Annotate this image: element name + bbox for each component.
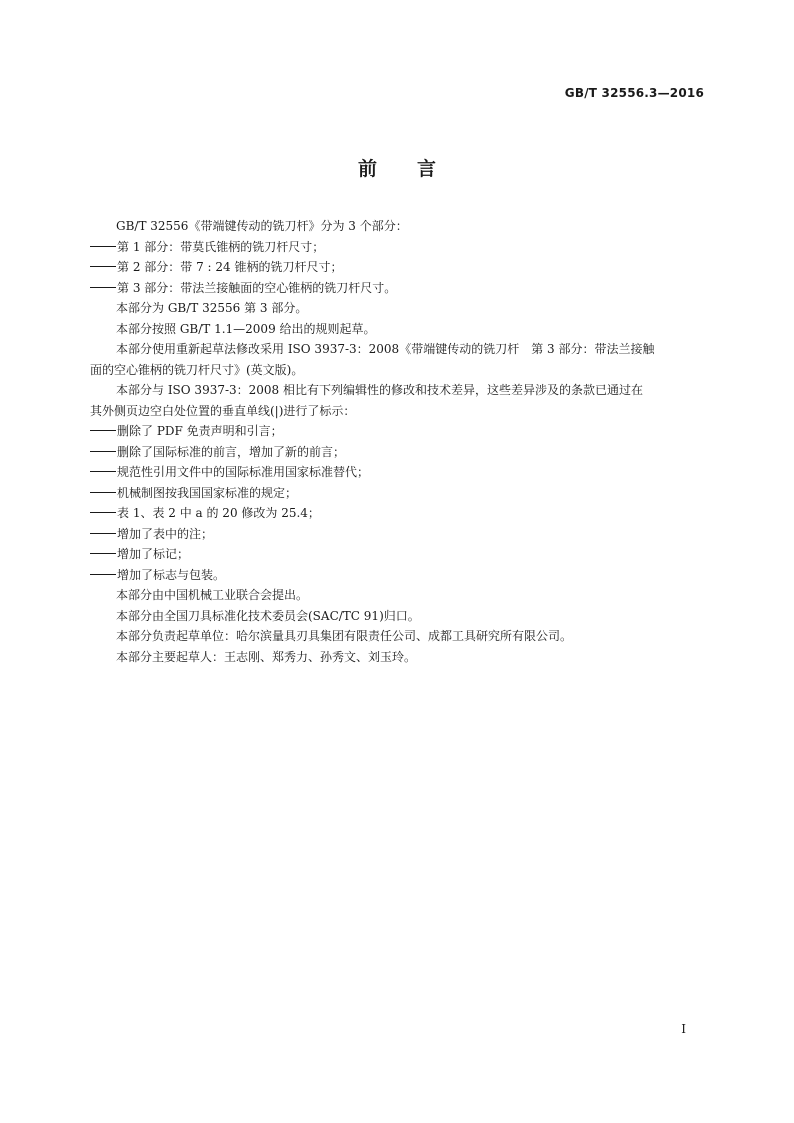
dash-mark [90, 451, 116, 452]
list-item-text: 表 1、表 2 中 a 的 20 修改为 25.4； [117, 506, 320, 520]
list-item-change-6 [90, 524, 706, 545]
list-item-text: 第 2 部分：带 7 : 24 锥柄的铣刀杆尺寸； [117, 260, 343, 274]
list-item-change-2 [90, 442, 706, 463]
dash-mark [90, 492, 116, 493]
list-item-text: 删除了国际标准的前言，增加了新的前言； [117, 444, 346, 459]
dash-mark [90, 246, 116, 247]
dash-mark [90, 287, 116, 288]
page-title [0, 154, 794, 181]
list-item-text: 增加了标记； [117, 547, 190, 561]
differences-paragraph-line-2: 其外侧页边空白处位置的垂直单线(|)进行了标示： [90, 403, 356, 418]
list-item-text: 规范性引用文件中的国际标准用国家标准替代； [117, 465, 370, 479]
list-item-text: 删除了 PDF 免责声明和引言； [117, 424, 283, 438]
list-item-text: 增加了表中的注； [117, 526, 214, 541]
adoption-paragraph-line-2: 面的空心锥柄的铣刀杆尺寸》(英文版)。 [90, 362, 304, 377]
this-part-paragraph: 本部分为 GB/T 32556 第 3 部分。 [116, 301, 308, 315]
centralized-by-paragraph: 本部分由全国刀具标准化技术委员会(SAC/TC 91)归口。 [116, 608, 420, 623]
list-item-text: 第 3 部分：带法兰接触面的空心锥柄的铣刀杆尺寸。 [117, 280, 397, 295]
dash-mark [90, 512, 116, 513]
document-body [90, 216, 706, 667]
intro-paragraph: GB/T 32556《带端键传动的铣刀杆》分为 3 个部分： [116, 219, 408, 233]
list-item-change-1 [90, 421, 706, 442]
dash-mark [90, 430, 116, 431]
list-item-part-1 [90, 237, 706, 258]
title-char-1: 前 [357, 158, 377, 180]
dash-mark [90, 471, 116, 472]
adoption-paragraph-line-1: 本部分使用重新起草法修改采用 ISO 3937-3：2008《带端键传动的铣刀杆 第 3 部分：带法兰接触 [116, 342, 655, 356]
list-item-text: 机械制图按我国国家标准的规定； [117, 485, 298, 500]
drafters-paragraph: 本部分主要起草人：王志刚、郑秀力、孙秀文、刘玉玲。 [116, 649, 417, 664]
drafting-rule-paragraph: 本部分按照 GB/T 1.1—2009 给出的规则起草。 [116, 321, 376, 336]
dash-mark [90, 266, 116, 267]
proposed-by-paragraph: 本部分由中国机械工业联合会提出。 [116, 588, 309, 602]
drafting-units-paragraph: 本部分负责起草单位：哈尔滨量具刃具集团有限责任公司、成都工具研究所有限公司。 [116, 629, 573, 643]
list-item-change-3 [90, 462, 706, 483]
page-number: I [681, 1022, 686, 1036]
list-item-change-5 [90, 503, 706, 524]
title-char-2: 言 [417, 158, 437, 180]
list-item-part-3 [90, 278, 706, 299]
list-item-change-4 [90, 483, 706, 504]
dash-mark [90, 574, 116, 575]
list-item-change-7 [90, 544, 706, 565]
list-item-change-8 [90, 565, 706, 586]
standard-number: GB/T 32556.3—2016 [564, 86, 704, 100]
dash-mark [90, 533, 116, 534]
list-item-text: 第 1 部分：带莫氏锥柄的铣刀杆尺寸； [117, 239, 325, 254]
list-item-text: 增加了标志与包装。 [117, 567, 226, 582]
differences-paragraph-line-1: 本部分与 ISO 3937-3：2008 相比有下列编辑性的修改和技术差异，这些差异涉及的条款已通过在 [116, 383, 644, 397]
list-item-part-2 [90, 257, 706, 278]
dash-mark [90, 553, 116, 554]
